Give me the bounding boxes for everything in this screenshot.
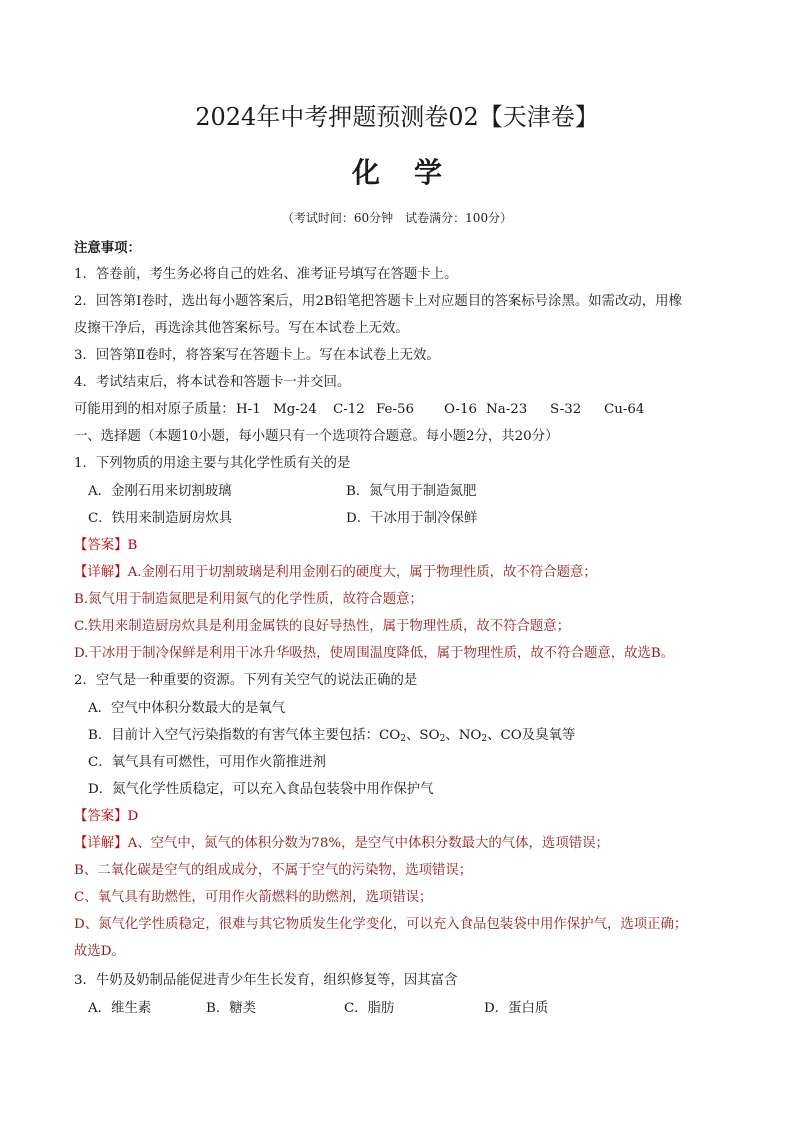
q1-explain-d: D.干冰用于制冷保鲜是利用干冰升华吸热，使周围温度降低，属于物理性质，故不符合题意，故选B。: [74, 646, 675, 661]
q2-option-c: C．氧气具有可燃性，可用作火箭推进剂: [88, 755, 326, 770]
q2-option-d: D．氮气化学性质稳定，可以充入食品包装袋中用作保护气: [88, 782, 434, 797]
notes-label: 注意事项：: [74, 240, 141, 256]
q1-explain-a: A.金刚石用于切割玻璃是利用金刚石的硬度大，属于物理性质，故不符合题意；: [127, 565, 597, 580]
formula-so2: $SO_2$: [419, 728, 446, 744]
exam-info: （考试时间：60分钟 试卷满分：100分）: [281, 211, 513, 225]
subject-heading: 化学: [351, 156, 476, 189]
q2-option-b-tail: CO及臭氧等: [500, 728, 576, 743]
atomic-mass-value: O-16: [444, 402, 478, 417]
q2-explain-c: C、氧气具有助燃性，可用作火箭燃料的助燃剂，选项错误；: [74, 890, 433, 905]
q1-option-c: C．铁用来制造厨房炊具: [88, 511, 233, 526]
atomic-mass-value: C-12: [333, 402, 365, 417]
page-title: 2024年中考押题预测卷02【天津卷】: [195, 103, 599, 131]
formula-no2: $NO_2$: [458, 728, 488, 744]
q3-option-d: D．蛋白质: [484, 1001, 549, 1016]
atomic-mass-value: Cu-64: [604, 402, 645, 417]
note-item: 2．回答第Ⅰ卷时，选出每小题答案后，用2B铅笔把答题卡上对应题目的答案标号涂黑。如需改动，用橡: [74, 294, 682, 309]
separator: 、: [445, 728, 459, 743]
note-item: 皮擦干净后，再选涂其他答案标号。写在本试卷上无效。: [74, 321, 409, 336]
q1-explain-c: C.铁用来制造厨房炊具是利用金属铁的良好导热性，属于物理性质，故不符合题意；: [74, 619, 571, 634]
separator: 、: [406, 728, 420, 743]
q2-explanation-line: [74, 834, 724, 854]
q2-option-b-text: B．目前计入空气污染指数的有害气体主要包括：: [88, 728, 380, 743]
atomic-mass-value: Mg-24: [273, 402, 317, 417]
atomic-mass-label: 可能用到的相对原子质量：: [74, 402, 235, 417]
q3-option-b: B．糖类: [206, 1001, 257, 1016]
q2-explain-d: D、氮气化学性质稳定，很难与其它物质发生化学变化，可以充入食品包装袋中用作保护气，选项正确；: [74, 917, 688, 932]
question-1-stem: 1．下列物质的用途主要与其化学性质有关的是: [74, 456, 351, 471]
q2-explain-b: B、二氧化碳是空气的组成成分，不属于空气的污染物，选项错误；: [74, 863, 473, 878]
q2-option-a: A．空气中体积分数最大的是氧气: [88, 701, 286, 716]
q1-explain-label: 【详解】: [74, 565, 128, 580]
q2-answer: 【答案】D: [74, 809, 139, 824]
question-2-stem: 2．空气是一种重要的资源。下列有关空气的说法正确的是: [74, 673, 418, 688]
q1-explain-b: B.氮气用于制造氮肥是利用氮气的化学性质，故符合题意；: [74, 592, 423, 607]
formula-co2: $CO_2$: [379, 728, 407, 744]
q1-option-b: B．氮气用于制造氮肥: [346, 484, 477, 499]
q1-answer: 【答案】B: [74, 538, 138, 553]
note-item: 4．考试结束后，将本试卷和答题卡一并交回。: [74, 375, 351, 390]
section-title: 一、选择题（本题10小题，每小题只有一个选项符合题意。每小题2分，共20分）: [74, 429, 559, 444]
q2-explain-label: 【详解】: [74, 836, 128, 851]
q2-explain-a: A、空气中，氮气的体积分数为78%，是空气中体积分数最大的气体，选项错误；: [127, 836, 609, 851]
atomic-mass-value: Na-23: [486, 402, 528, 417]
atomic-mass-value: S-32: [550, 402, 582, 417]
q1-explanation-line: [74, 563, 724, 583]
separator: 、: [487, 728, 501, 743]
q1-option-d: D．干冰用于制冷保鲜: [346, 511, 478, 526]
note-item: 1．答卷前，考生务必将自己的姓名、准考证号填写在答题卡上。: [74, 267, 458, 282]
q2-option-b: [88, 726, 738, 746]
atomic-mass-value: H-1: [236, 402, 261, 417]
q2-explain-conclusion: 故选D。: [74, 944, 125, 959]
atomic-mass-value: Fe-56: [376, 402, 415, 417]
question-3-stem: 3．牛奶及奶制品能促进青少年生长发育，组织修复等，因其富含: [74, 973, 458, 988]
q3-option-c: C．脂肪: [344, 1001, 395, 1016]
q1-option-a: A．金刚石用来切割玻璃: [88, 484, 232, 499]
note-item: 3．回答第Ⅱ卷时，将答案写在答题卡上。写在本试卷上无效。: [74, 348, 440, 363]
q3-option-a: A．维生素: [88, 1001, 152, 1016]
